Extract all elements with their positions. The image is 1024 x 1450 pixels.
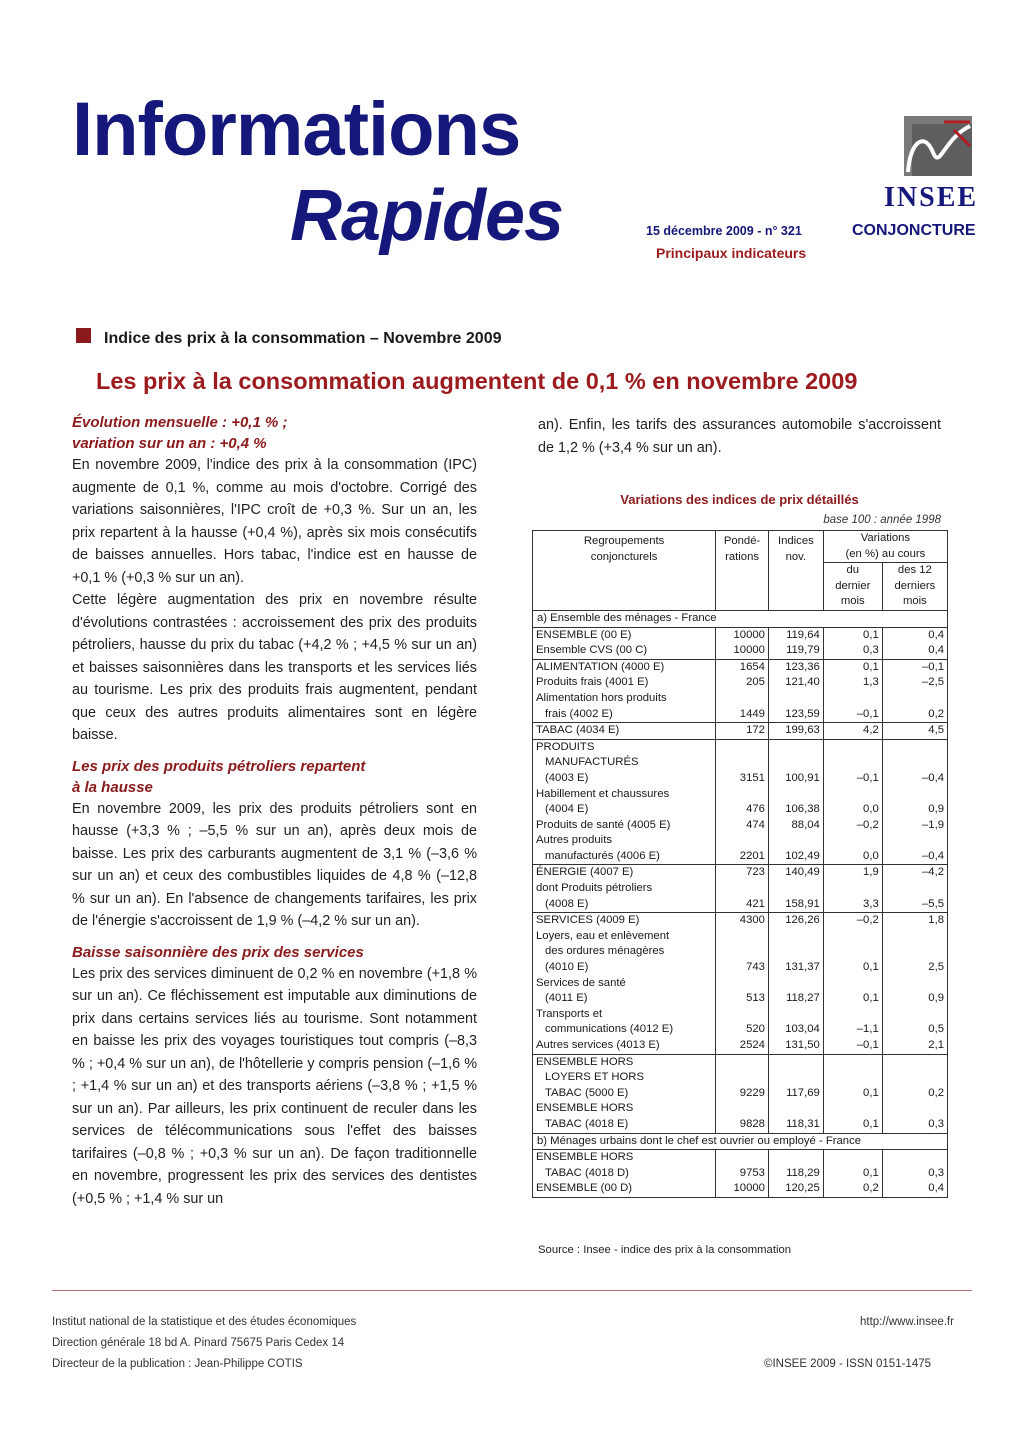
table-band-row [533,610,948,627]
row-label: ENSEMBLE HORS TABAC (4018 D) [533,1150,716,1182]
section-title: Indice des prix à la consommation – Novembre 2009 [104,330,502,347]
row-weight: 421 [716,881,769,913]
header-last-month: du dernier mois [823,563,882,611]
row-year-change: –0,4 [882,739,947,786]
row-label: Produits de santé (4005 E) [533,818,716,834]
right-column [538,414,941,459]
row-label: Habillement et chaussures (4004 E) [533,787,716,818]
row-year-change: –0,4 [882,833,947,865]
row-index: 126,26 [768,913,823,929]
table-base-note: base 100 : année 1998 [823,514,941,526]
row-month-change: 4,2 [823,723,882,740]
row-year-change: 4,5 [882,723,947,740]
row-weight: 1449 [716,691,769,723]
row-label: ENSEMBLE HORS TABAC (4018 E) [533,1101,716,1133]
table-row [533,1150,948,1182]
row-index: 199,63 [768,723,823,740]
header-weights: Pondé- rations [716,531,769,611]
row-label: Transports et communications (4012 E) [533,1007,716,1038]
row-year-change: 0,2 [882,691,947,723]
row-month-change: 0,1 [823,929,882,976]
table-row [533,691,948,723]
table-row [533,659,948,675]
paragraph-contrast: Cette légère augmentation des prix en novembre résulte d'évolutions contrastées : accroissement des prix des produits pétroliers, hausse du prix du tabac (+4,2 % ; +4,5 % sur un an) et baisses saisonnières dans les transports et les services liés au tourisme. Les prix des produits frais augmentent, pendant que ceux des autres produits alimentaires sont en légère baisse. [72,592,477,743]
table-band-row [533,1133,948,1150]
row-weight: 205 [716,675,769,691]
row-index: 103,04 [768,1007,823,1038]
footer-institute: Institut national de la statistique et des études économiques [52,1316,357,1328]
row-index: 102,49 [768,833,823,865]
row-label: SERVICES (4009 E) [533,913,716,929]
table-row [533,913,948,929]
paragraph-services: Les prix des services diminuent de 0,2 % en novembre (+1,8 % sur un an). Ce fléchissement est imputable aux diminutions de prix dans certains services liés au tourisme. Sont notamment en baisse les prix des voyages touristiques tout compris (–8,3 % ; +0,4 % sur un an), de l'hôtellerie y compris pension (–1,6 % ; +1,4 % sur un an) et des transports aériens (–3,8 % ; +1,5 % sur un an). Par ailleurs, les prix continuent de reculer dans les services de télécommunications sous l'effet des baisses tarifaires (–0,8 % ; +0,3 % sur un an). De façon traditionnelle en novembre, progressent les prix des services des dentistes (+0,5 % ; +1,4 % sur un [72,965,477,1207]
row-index: 119,79 [768,643,823,659]
row-index: 131,37 [768,929,823,976]
row-weight: 172 [716,723,769,740]
table-band-label: a) Ensemble des ménages - France [533,610,948,627]
issue-category: Principaux indicateurs [656,245,807,261]
row-weight: 520 [716,1007,769,1038]
row-month-change: 0,1 [823,976,882,1007]
publisher-tag: CONJONCTURE [852,222,976,239]
insee-logo-icon [904,116,972,176]
row-month-change: 0,3 [823,643,882,659]
row-year-change: 0,2 [882,1054,947,1101]
table-row [533,627,948,643]
table-row [533,643,948,659]
paragraph-petroleum: En novembre 2009, les prix des produits pétroliers sont en hausse (+3,3 % ; –5,5 % sur un an), après deux mois de baisse. Les prix des carburants augmentent de 3,1 % (–3,6 % sur un an) et ceux des combustibles liquides de 4,8 % (–12,8 % sur un an). En l'absence de changements tarifaires, les prix de l'énergie s'accroissent de 1,9 % (–4,2 % sur un an). [72,800,477,929]
row-index: 106,38 [768,787,823,818]
row-year-change: –4,2 [882,865,947,881]
table-row [533,865,948,881]
row-year-change: 2,1 [882,1038,947,1054]
row-year-change: 0,3 [882,1101,947,1133]
table-row [533,675,948,691]
row-label: TABAC (4034 E) [533,723,716,740]
issue-date-number: 15 décembre 2009 - n° 321 [646,224,802,238]
subheading-petroleum-1: Les prix des produits pétroliers repartent [72,757,366,775]
row-month-change: –0,2 [823,818,882,834]
table-row [533,1038,948,1054]
row-weight: 743 [716,929,769,976]
row-weight: 4300 [716,913,769,929]
publisher-name: INSEE [884,182,979,213]
row-label: ÉNERGIE (4007 E) [533,865,716,881]
row-weight: 2201 [716,833,769,865]
footer-copyright: ©INSEE 2009 - ISSN 0151-1475 [764,1358,932,1370]
table-row [533,1054,948,1101]
row-month-change: –1,1 [823,1007,882,1038]
row-year-change: 0,4 [882,643,947,659]
table-row [533,1101,948,1133]
row-month-change: –0,1 [823,1038,882,1054]
row-label: ENSEMBLE (00 E) [533,627,716,643]
price-index-table [532,530,948,1198]
row-index: 117,69 [768,1054,823,1101]
table-row [533,723,948,740]
row-month-change: 0,1 [823,659,882,675]
row-year-change: –1,9 [882,818,947,834]
table-row [533,1007,948,1038]
table-row [533,739,948,786]
row-weight: 2524 [716,1038,769,1054]
row-weight: 3151 [716,739,769,786]
row-index: 131,50 [768,1038,823,1054]
table-row [533,929,948,976]
subheading-yearly: variation sur un an : +0,4 % [72,435,267,452]
footer-address: Direction générale 18 bd A. Pinard 75675 Paris Cedex 14 [52,1337,345,1349]
row-month-change: 1,9 [823,865,882,881]
row-label: dont Produits pétroliers (4008 E) [533,881,716,913]
row-weight: 476 [716,787,769,818]
table-row [533,818,948,834]
table-row [533,1181,948,1197]
table-row [533,881,948,913]
row-month-change: 0,1 [823,1101,882,1133]
footer-divider [52,1290,972,1291]
row-label: Produits frais (4001 E) [533,675,716,691]
paragraph-intro: En novembre 2009, l'indice des prix à la consommation (IPC) augmente de 0,1 %, comme au mois d'octobre. Corrigé des variations saisonnières, l'IPC croît de +0,3 %. Sur un an, les prix repartent à la hausse (+0,4 %), après six mois consécutifs de baisses annuelles. Hors tabac, l'indice est en hausse de +0,1 % (+0,3 % sur un an). [72,457,477,586]
row-weight: 513 [716,976,769,1007]
row-year-change: 1,8 [882,913,947,929]
row-month-change: 3,3 [823,881,882,913]
row-weight: 723 [716,865,769,881]
row-index: 140,49 [768,865,823,881]
row-index: 118,27 [768,976,823,1007]
table-title: Variations des indices de prix détaillés [620,492,859,507]
row-year-change: 0,3 [882,1150,947,1182]
table-source: Source : Insee - indice des prix à la consommation [538,1244,792,1256]
row-year-change: –2,5 [882,675,947,691]
row-index: 119,64 [768,627,823,643]
table-row [533,976,948,1007]
row-weight: 10000 [716,1181,769,1197]
row-year-change: –5,5 [882,881,947,913]
row-label: Services de santé (4011 E) [533,976,716,1007]
row-year-change: 0,9 [882,787,947,818]
row-year-change: 0,5 [882,1007,947,1038]
row-index: 121,40 [768,675,823,691]
row-weight: 9828 [716,1101,769,1133]
row-label: Loyers, eau et enlèvement des ordures ménagères (4010 E) [533,929,716,976]
row-weight: 474 [716,818,769,834]
row-weight: 9229 [716,1054,769,1101]
left-column [72,412,477,1210]
row-year-change: 2,5 [882,929,947,976]
row-year-change: 0,4 [882,1181,947,1197]
footer-website-link[interactable]: http://www.insee.fr [860,1316,954,1328]
row-label: Autres services (4013 E) [533,1038,716,1054]
row-index: 88,04 [768,818,823,834]
row-month-change: –0,1 [823,739,882,786]
row-month-change: 0,0 [823,787,882,818]
row-weight: 9753 [716,1150,769,1182]
row-index: 118,29 [768,1150,823,1182]
row-index: 118,31 [768,1101,823,1133]
footer-director: Directeur de la publication : Jean-Philippe COTIS [52,1358,303,1370]
masthead-title: Informations [72,87,521,172]
table-row [533,787,948,818]
row-label: ALIMENTATION (4000 E) [533,659,716,675]
header-groups: Regroupements conjoncturels [533,531,716,611]
row-month-change: 0,1 [823,627,882,643]
row-label: Ensemble CVS (00 C) [533,643,716,659]
row-month-change: 0,0 [823,833,882,865]
row-year-change: –0,1 [882,659,947,675]
row-index: 100,91 [768,739,823,786]
header-last-12-months: des 12 derniers mois [882,563,947,611]
row-year-change: 0,4 [882,627,947,643]
row-index: 158,91 [768,881,823,913]
row-month-change: 0,2 [823,1181,882,1197]
paragraph-continuation: an). Enfin, les tarifs des assurances automobile s'accroissent de 1,2 % (+3,4 % sur un an). [538,417,941,456]
row-weight: 10000 [716,627,769,643]
subheading-services: Baisse saisonnière des prix des services [72,943,364,961]
row-weight: 10000 [716,643,769,659]
section-bullet-icon [76,328,91,343]
row-index: 123,59 [768,691,823,723]
row-weight: 1654 [716,659,769,675]
row-month-change: 1,3 [823,675,882,691]
masthead-subtitle: Rapides [290,176,564,256]
row-month-change: –0,2 [823,913,882,929]
row-month-change: –0,1 [823,691,882,723]
header-variations: Variations (en %) au cours [823,531,947,563]
row-index: 120,25 [768,1181,823,1197]
row-label: ENSEMBLE (00 D) [533,1181,716,1197]
subheading-petroleum-2: à la hausse [72,778,153,796]
table-band-label: b) Ménages urbains dont le chef est ouvrier ou employé - France [533,1133,948,1150]
subheading-monthly: Évolution mensuelle : +0,1 % ; [72,414,288,431]
row-index: 123,36 [768,659,823,675]
row-month-change: 0,1 [823,1150,882,1182]
row-month-change: 0,1 [823,1054,882,1101]
row-year-change: 0,9 [882,976,947,1007]
header-index: Indices nov. [768,531,823,611]
row-label: PRODUITS MANUFACTURÉS (4003 E) [533,739,716,786]
row-label: Alimentation hors produits frais (4002 E) [533,691,716,723]
headline: Les prix à la consommation augmentent de 0,1 % en novembre 2009 [96,368,858,394]
row-label: ENSEMBLE HORS LOYERS ET HORS TABAC (5000 E) [533,1054,716,1101]
row-label: Autres produits manufacturés (4006 E) [533,833,716,865]
table-row [533,833,948,865]
